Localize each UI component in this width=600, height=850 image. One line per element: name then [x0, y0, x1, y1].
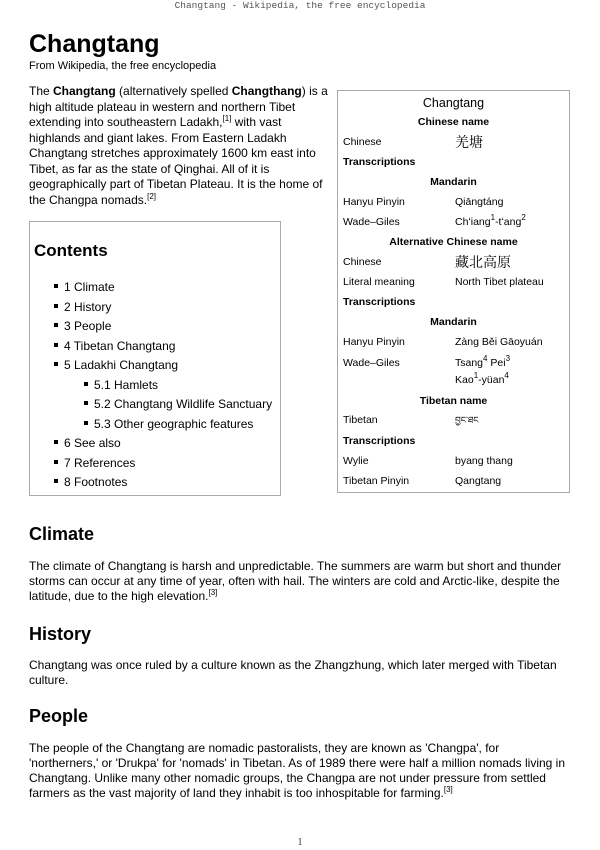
table-of-contents	[29, 221, 281, 496]
infobox-row-literal-meaning	[343, 274, 564, 290]
bullet-icon	[54, 304, 58, 308]
infobox-label: Tibetan	[343, 414, 378, 426]
infobox-value: Zàng Běi Gāoyuán	[455, 336, 543, 348]
infobox-value: Qangtang	[455, 475, 502, 487]
section-paragraph-climate	[29, 559, 571, 604]
infobox-row-tibetan-pinyin	[343, 473, 564, 489]
toc-item-hamlets[interactable]	[84, 378, 158, 392]
toc-item-references[interactable]	[54, 456, 135, 470]
toc-title: Contents	[34, 241, 108, 260]
bullet-icon	[84, 382, 88, 386]
intro-text: ) is a high altitude plateau in western and northern Tibet extending into southeastern Ladakh,	[29, 84, 328, 129]
toc-item-label: 2 History	[64, 300, 112, 314]
tone-number: 3	[505, 354, 511, 363]
infobox-row-hanyu-pinyin	[343, 194, 564, 210]
infobox-row-hanyu-pinyin	[343, 334, 564, 350]
page-number: 1	[297, 837, 303, 848]
toc-item-label: 7 References	[64, 456, 136, 470]
toc-item-label: 1 Climate	[64, 280, 115, 294]
infobox-label: Hanyu Pinyin	[343, 336, 405, 348]
toc-item-tibetan-changtang[interactable]	[54, 339, 175, 353]
infobox-row-alt-chinese	[343, 254, 564, 270]
infobox-header-tibetan-name: Tibetan name	[419, 395, 488, 407]
section-heading-people: People	[29, 706, 89, 726]
infobox-row-wylie	[343, 453, 564, 469]
infobox-value: བྱང་ཐང	[455, 415, 479, 425]
tone-number: 4	[504, 371, 509, 380]
infobox-label: Wade–Giles	[343, 216, 400, 228]
print-header: Changtang - Wikipedia, the free encyclopedia	[174, 0, 426, 11]
toc-item-history[interactable]	[54, 300, 111, 314]
infobox-subheader-transcriptions: Transcriptions	[343, 435, 416, 447]
infobox-row-wade-giles	[343, 214, 564, 230]
infobox-row-wade-giles-cont	[343, 372, 564, 388]
section-heading-history: History	[29, 624, 92, 644]
toc-item-label: 5 Ladakhi Changtang	[64, 358, 179, 372]
citation-link[interactable]: [3]	[443, 785, 453, 794]
bullet-icon	[54, 440, 58, 444]
section-paragraph-history: Changtang was once ruled by a culture known as the Zhangzhung, which later merged with Tibetan culture.	[29, 658, 557, 687]
infobox-value: Qiāngtáng	[455, 196, 504, 208]
page-title: Changtang	[29, 30, 160, 58]
tone-number: 1	[490, 213, 496, 222]
tone-number: 1	[473, 371, 479, 380]
page-tagline: From Wikipedia, the free encyclopedia	[29, 60, 217, 72]
intro-text: The	[29, 84, 54, 98]
toc-item-label: 5.1 Hamlets	[94, 378, 159, 392]
infobox-label: Wylie	[343, 455, 369, 467]
infobox-label: Wade–Giles	[343, 357, 400, 369]
intro-bold-alt-name: Changthang	[231, 84, 302, 98]
wade-part: -tʻang	[495, 216, 522, 228]
bullet-icon	[54, 343, 58, 347]
bullet-icon	[84, 401, 88, 405]
paragraph-text: The climate of Changtang is harsh and unpredictable. The summers are warm but short and thunder storms can occur at any time of year, often with hail. The winters are cold and Arctic-like, despite the latitude, due to the high elevation.	[29, 559, 562, 603]
toc-item-label: 5.3 Other geographic features	[94, 417, 254, 431]
citation-link[interactable]: [2]	[147, 191, 156, 201]
wade-part: Tsang	[455, 357, 484, 369]
infobox-value	[455, 355, 510, 371]
infobox-label: Chinese	[343, 256, 382, 268]
toc-item-see-also[interactable]	[54, 436, 121, 450]
infobox	[337, 90, 570, 493]
infobox-value	[455, 214, 526, 230]
bullet-icon	[54, 460, 58, 464]
infobox-value: 藏北高原	[455, 254, 511, 270]
citation-link[interactable]: [3]	[208, 588, 218, 597]
tone-number: 4	[483, 354, 488, 363]
intro-text: (alternatively spelled	[115, 84, 232, 98]
infobox-row-chinese	[343, 134, 564, 150]
bullet-icon	[54, 479, 58, 483]
wade-part: -yüan	[478, 374, 505, 386]
paragraph-text: The people of the Changtang are nomadic pastoralists, they are known as 'Changpa', for 'northerners,' or 'Drukpa' for 'nomads' in Tibetan. As of 1989 there were half a million nomads living in Changtang. Unlike many other nomadic groups, the Changpa are not under pressure from settled farmers as the vast majority of land they inhabit is too inhospitable for farming.	[29, 741, 566, 800]
bullet-icon	[84, 421, 88, 425]
infobox-label: Tibetan Pinyin	[343, 475, 410, 487]
toc-item-label: 4 Tibetan Changtang	[64, 339, 176, 353]
infobox-value: byang thang	[455, 455, 513, 467]
toc-item-people[interactable]	[54, 319, 111, 333]
infobox-value: North Tibet plateau	[455, 276, 544, 288]
toc-item-climate[interactable]	[54, 280, 115, 294]
intro-bold-name: Changtang	[53, 84, 116, 98]
infobox-row-wade-giles	[343, 355, 564, 371]
infobox-label: Chinese	[343, 136, 382, 148]
infobox-header-mandarin: Mandarin	[430, 316, 477, 328]
toc-item-label: 3 People	[64, 319, 112, 333]
infobox-label: Literal meaning	[343, 276, 415, 288]
bullet-icon	[54, 362, 58, 366]
section-heading-climate: Climate	[29, 524, 95, 544]
bullet-icon	[54, 284, 58, 288]
toc-item-geographic-features[interactable]	[84, 417, 253, 431]
infobox-label: Hanyu Pinyin	[343, 196, 405, 208]
tone-number: 2	[521, 213, 526, 222]
section-paragraph-people	[29, 741, 571, 801]
toc-item-wildlife-sanctuary[interactable]	[84, 397, 272, 411]
infobox-header-mandarin: Mandarin	[430, 176, 477, 188]
infobox-value	[455, 372, 509, 388]
infobox-caption: Changtang	[422, 96, 485, 110]
toc-item-footnotes[interactable]	[54, 475, 127, 489]
wade-part: Chʻiang	[455, 216, 491, 228]
wade-part: Pei	[487, 357, 506, 369]
infobox-value: 羌塘	[455, 134, 483, 150]
toc-item-ladakhi-changtang[interactable]	[54, 358, 178, 372]
infobox-subheader-transcriptions: Transcriptions	[343, 296, 416, 308]
toc-item-label: 6 See also	[64, 436, 121, 450]
toc-item-label: 8 Footnotes	[64, 475, 128, 489]
infobox-header-alt-name: Alternative Chinese name	[389, 236, 518, 248]
infobox-header-chinese-name: Chinese name	[417, 116, 490, 128]
citation-link[interactable]: [1]	[222, 114, 232, 123]
toc-item-label: 5.2 Changtang Wildlife Sanctuary	[94, 397, 273, 411]
intro-paragraph	[29, 84, 329, 208]
infobox-row-tibetan	[343, 412, 564, 428]
wade-part: Kao	[455, 374, 474, 386]
bullet-icon	[54, 323, 58, 327]
infobox-subheader-transcriptions: Transcriptions	[343, 156, 416, 168]
intro-text: with vast highlands and giant lakes. From Eastern Ladakh Changtang stretches approximately 1600 km east into Tibet, as far as the state of Qinghai. All of it is geographically part of Tibetan Plateau. It is the home of the Changpa nomads.	[29, 115, 323, 207]
